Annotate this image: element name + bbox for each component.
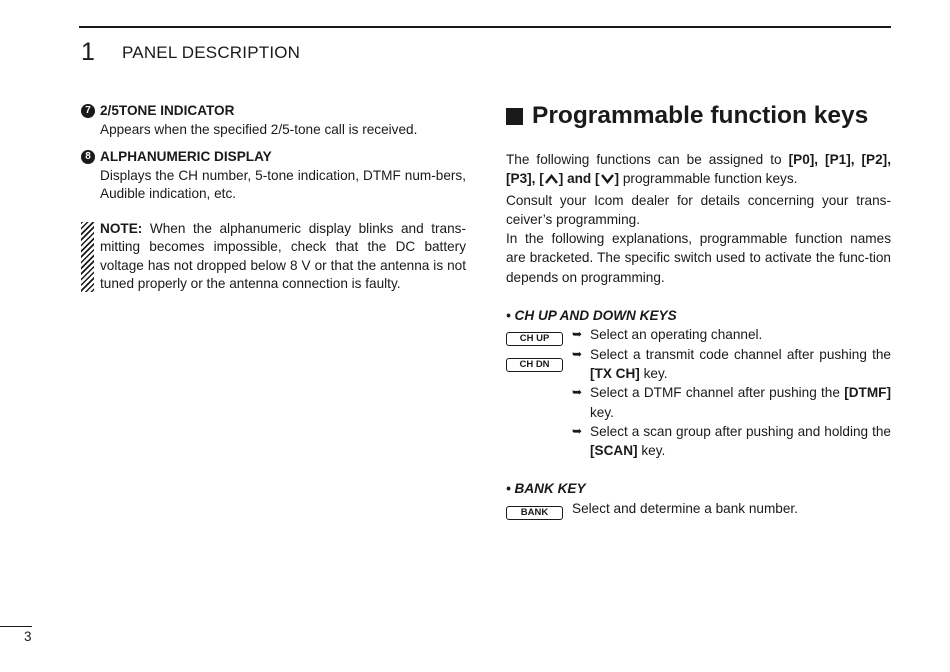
intro-keys-close: ] [614, 171, 620, 187]
section-heading [506, 100, 891, 132]
intro-paragraph-3: In the following explanations, programmable function names are bracketed. The specific switch used to activate the func-tion depends on programming. [506, 231, 891, 285]
bank-key-description: Select and determine a bank number. [572, 500, 798, 516]
item-alphanumeric-display [81, 148, 466, 204]
section-square-icon [506, 108, 523, 125]
intro-text-end: programmable function keys. [619, 171, 798, 187]
item-title: ALPHANUMERIC DISPLAY [100, 149, 272, 164]
ch-up-key: CH UP [506, 332, 563, 346]
list-item: ➥ Select a DTMF channel after pushing the [DTMF] key. [572, 383, 891, 422]
left-column [81, 102, 466, 294]
list-item: ➥ Select a transmit code channel after pushing the [TX CH] key. [572, 345, 891, 384]
arrow-bullet-icon: ➥ [572, 423, 583, 438]
item-title: 2/5TONE INDICATOR [100, 103, 235, 118]
page-number: 3 [24, 629, 32, 644]
chevron-up-icon [544, 171, 559, 190]
section-title: Programmable function keys [532, 102, 869, 129]
bank-key: BANK [506, 506, 563, 520]
item-number-badge: 7 [81, 104, 95, 118]
right-column [506, 100, 891, 518]
intro-paragraph-1 [506, 150, 891, 191]
footer-rule [0, 626, 32, 627]
intro-keys: [P0], [P1], [P2], [P3], [ [506, 152, 891, 187]
note-text [100, 220, 466, 294]
note-hatch-icon [81, 222, 94, 292]
item-2-5-tone-indicator [81, 102, 466, 139]
intro-paragraph-2: Consult your Icom dealer for details concerning your trans-ceiver’s programming. [506, 192, 891, 227]
dtmf-key-ref: [DTMF] [844, 385, 891, 401]
list-item: ➥ Select an operating channel. [572, 325, 891, 344]
note-label: NOTE: [100, 220, 143, 236]
note-body: When the alphanumeric display blinks and trans-mitting becomes impossible, check that the DC battery voltage has not dropped below 8 V or that the antenna is not tuned properly or the antenna connection is faulty. [100, 220, 466, 291]
intro-keys-mid: ] and [ [558, 171, 600, 187]
item-body: Appears when the specified 2/5-tone call is received. [100, 121, 418, 137]
ch-keys-heading: • CH UP AND DOWN KEYS [506, 308, 677, 324]
bank-key-heading: • BANK KEY [506, 481, 586, 497]
chapter-number: 1 [81, 38, 95, 66]
arrow-bullet-icon: ➥ [572, 327, 583, 342]
header-rule [79, 26, 891, 28]
arrow-bullet-icon: ➥ [572, 385, 583, 400]
list-item: ➥ Select a scan group after pushing and holding the [SCAN] key. [572, 422, 891, 461]
arrow-bullet-icon: ➥ [572, 346, 583, 361]
chevron-down-icon [600, 171, 615, 190]
bank-key-block [506, 499, 891, 518]
item-body: Displays the CH number, 5-tone indication, DTMF num-bers, Audible indication, etc. [100, 167, 466, 201]
ch-keys-block [506, 325, 891, 460]
scan-key-ref: [SCAN] [590, 443, 638, 459]
intro-text: The following functions can be assigned to [506, 152, 789, 167]
chapter-title: PANEL DESCRIPTION [122, 43, 301, 62]
ch-dn-key: CH DN [506, 358, 563, 372]
item-number-badge: 8 [81, 150, 95, 164]
tx-ch-key-ref: [TX CH] [590, 365, 640, 381]
note-box [81, 220, 466, 294]
